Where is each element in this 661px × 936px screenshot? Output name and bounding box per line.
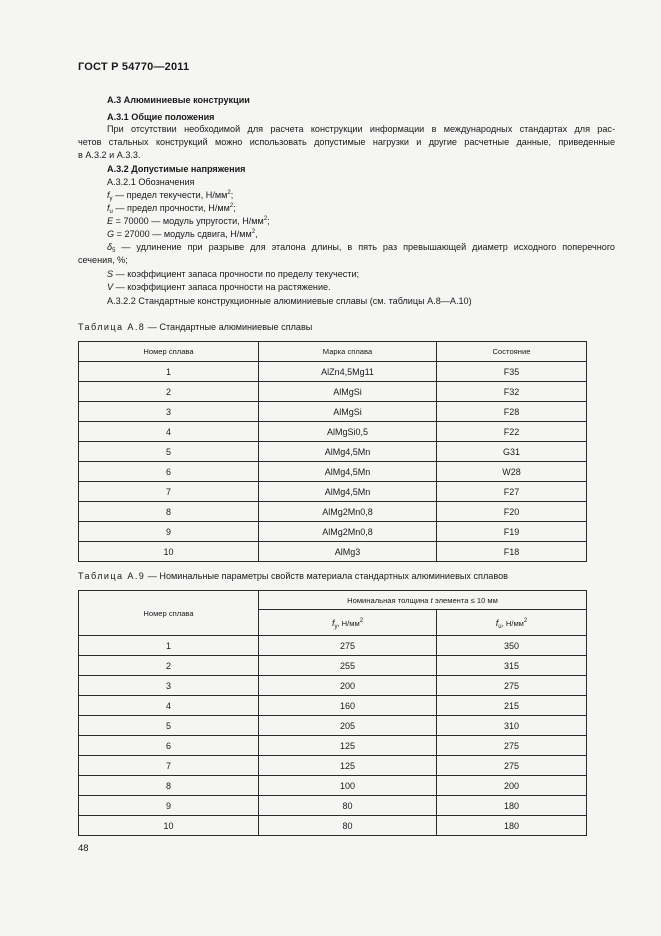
table-a8-cell-col2: AlMg4,5Mn <box>259 462 437 482</box>
table-row <box>79 816 587 836</box>
table-a9-cell-col2: 255 <box>259 656 437 676</box>
table-a9-cell-col3: 180 <box>437 816 587 836</box>
table-a9-cell-number: 7 <box>79 756 259 776</box>
table-a9-cell-number: 5 <box>79 716 259 736</box>
table-a9-cell-number: 9 <box>79 796 259 816</box>
symbol-fu-definition: $f_u$ — предел прочности, $Н/мм^2$; <box>107 203 236 215</box>
table-row <box>79 756 587 776</box>
table-a8-cell-number: 4 <box>79 422 259 442</box>
table-row <box>79 402 587 422</box>
paragraph-a31-line3: в А.3.2 и А.3.3. <box>78 150 141 160</box>
table-a9-cell-number: 6 <box>79 736 259 756</box>
section-a322-title: А.3.2.2 Стандартные конструкционные алюминиевые сплавы (см. таблицы А.8—А.10) <box>107 296 472 306</box>
table-row <box>79 382 587 402</box>
table-a8-cell-number: 7 <box>79 482 259 502</box>
paragraph-a31-line2: четов стальных конструкций можно использовать допустимые нагрузки и другие расчетные данные, приведенные <box>78 137 615 147</box>
table-a8-cell-col3: W28 <box>437 462 587 482</box>
table-a8-cell-col3: F28 <box>437 402 587 422</box>
table-row <box>79 696 587 716</box>
table-a8-cell-col2: AlMgSi0,5 <box>259 422 437 442</box>
symbol-g-definition: G = 27000 — модуль сдвига, $Н/мм^2$, <box>107 229 258 239</box>
table-a8-header-grade: Марка сплава <box>259 342 437 362</box>
table-a8-header-number: Номер сплава <box>79 342 259 362</box>
table-row <box>79 636 587 656</box>
section-a32-title: А.3.2 Допустимые напряжения <box>107 164 246 174</box>
table-a9-cell-col2: 80 <box>259 796 437 816</box>
symbol-delta5-definition: $\delta_5$ — удлинение при разрыве для эталона длины, в пять раз превышающей диаметр исходного поперечного <box>107 242 615 254</box>
table-a9-header-thickness: Номинальная толщина t элемента ≤ 10 мм <box>259 591 587 610</box>
table-row <box>79 482 587 502</box>
table-a9-cell-col2: 125 <box>259 756 437 776</box>
table-a9-cell-col3: 310 <box>437 716 587 736</box>
table-a9-cell-col3: 275 <box>437 756 587 776</box>
paragraph-a31-line1: При отсутствии необходимой для расчета конструкции информации в международных стандартах для рас- <box>107 124 615 134</box>
table-a9-header-row-1 <box>79 591 587 610</box>
table-a8-cell-col2: AlMg4,5Mn <box>259 482 437 502</box>
table-row <box>79 796 587 816</box>
table-a8-cell-col2: AlMgSi <box>259 382 437 402</box>
table-a9-cell-number: 3 <box>79 676 259 696</box>
table-a8-cell-col3: F20 <box>437 502 587 522</box>
table-a9-cell-col2: 100 <box>259 776 437 796</box>
table-a8-cell-number: 10 <box>79 542 259 562</box>
table-a8-cell-number: 6 <box>79 462 259 482</box>
symbol-e-definition: E = 70000 — модуль упругости, $Н/мм^2$; <box>107 216 270 226</box>
table-a8-cell-number: 5 <box>79 442 259 462</box>
table-row <box>79 542 587 562</box>
table-a8 <box>78 341 587 562</box>
table-a9-header-number: Номер сплава <box>79 591 259 636</box>
table-a8-cell-col2: AlMg4,5Mn <box>259 442 437 462</box>
table-a8-cell-col3: F22 <box>437 422 587 442</box>
table-a8-cell-col2: AlMgSi <box>259 402 437 422</box>
table-row <box>79 422 587 442</box>
table-a9-cell-col3: 275 <box>437 736 587 756</box>
table-a8-cell-number: 9 <box>79 522 259 542</box>
section-a31-title: А.3.1 Общие положения <box>107 112 215 122</box>
table-a9-cell-col3: 180 <box>437 796 587 816</box>
symbol-s-definition: S — коэффициент запаса прочности по пределу текучести; <box>107 269 360 279</box>
table-a9-header-fu: $f_u$, $Н/мм^2$ <box>437 610 587 636</box>
table-a9-cell-col2: 205 <box>259 716 437 736</box>
section-a3-title: А.3 Алюминиевые конструкции <box>107 95 250 105</box>
table-row <box>79 442 587 462</box>
table-a8-cell-col3: F18 <box>437 542 587 562</box>
table-a8-cell-col2: AlMg2Mn0,8 <box>259 522 437 542</box>
table-a9-caption: Таблица А.9 — Номинальные параметры свойств материала стандартных алюминиевых сплавов <box>78 571 508 581</box>
symbol-fy-definition: $f_y$ — предел текучести, $Н/мм^2$; <box>107 190 234 202</box>
table-row <box>79 462 587 482</box>
table-a8-cell-col2: AlMg2Mn0,8 <box>259 502 437 522</box>
table-a9-cell-col2: 275 <box>259 636 437 656</box>
table-a8-cell-number: 1 <box>79 362 259 382</box>
table-row <box>79 656 587 676</box>
table-a8-cell-col2: AlMg3 <box>259 542 437 562</box>
table-a8-cell-col2: AlZn4,5Mg11 <box>259 362 437 382</box>
table-a9-cell-col2: 160 <box>259 696 437 716</box>
table-a8-cell-col3: G31 <box>437 442 587 462</box>
table-a9-cell-col3: 350 <box>437 636 587 656</box>
table-a8-cell-col3: F19 <box>437 522 587 542</box>
section-a321-title: А.3.2.1 Обозначения <box>107 177 195 187</box>
table-a9-cell-number: 1 <box>79 636 259 656</box>
table-row <box>79 776 587 796</box>
table-a9-cell-col2: 125 <box>259 736 437 756</box>
table-a9-cell-number: 4 <box>79 696 259 716</box>
table-a8-cell-number: 2 <box>79 382 259 402</box>
table-a9-cell-col3: 215 <box>437 696 587 716</box>
table-a9-cell-number: 2 <box>79 656 259 676</box>
table-a9-cell-col3: 315 <box>437 656 587 676</box>
symbol-v-definition: V — коэффициент запаса прочности на растяжение. <box>107 282 331 292</box>
table-a8-cell-number: 8 <box>79 502 259 522</box>
table-row <box>79 362 587 382</box>
table-a8-cell-number: 3 <box>79 402 259 422</box>
symbol-delta5-definition-cont: сечения, %; <box>78 255 128 265</box>
table-a8-header-row <box>79 342 587 362</box>
table-a9-cell-col2: 200 <box>259 676 437 696</box>
table-a9-cell-col3: 275 <box>437 676 587 696</box>
table-a9-cell-col3: 200 <box>437 776 587 796</box>
table-row <box>79 522 587 542</box>
table-row <box>79 736 587 756</box>
table-a8-cell-col3: F32 <box>437 382 587 402</box>
table-row <box>79 676 587 696</box>
table-a8-caption: Таблица А.8 — Стандартные алюминиевые сплавы <box>78 322 313 332</box>
table-row <box>79 716 587 736</box>
table-a9-header-fy: $f_y$, $Н/мм^2$ <box>259 610 437 636</box>
page-number: 48 <box>78 843 89 854</box>
table-a9-cell-number: 8 <box>79 776 259 796</box>
document-header: ГОСТ Р 54770—2011 <box>78 61 190 73</box>
table-a8-cell-col3: F35 <box>437 362 587 382</box>
table-row <box>79 502 587 522</box>
table-a9 <box>78 590 587 836</box>
table-a9-cell-col2: 80 <box>259 816 437 836</box>
table-a9-cell-number: 10 <box>79 816 259 836</box>
table-a8-header-temper: Состояние <box>437 342 587 362</box>
table-a8-cell-col3: F27 <box>437 482 587 502</box>
